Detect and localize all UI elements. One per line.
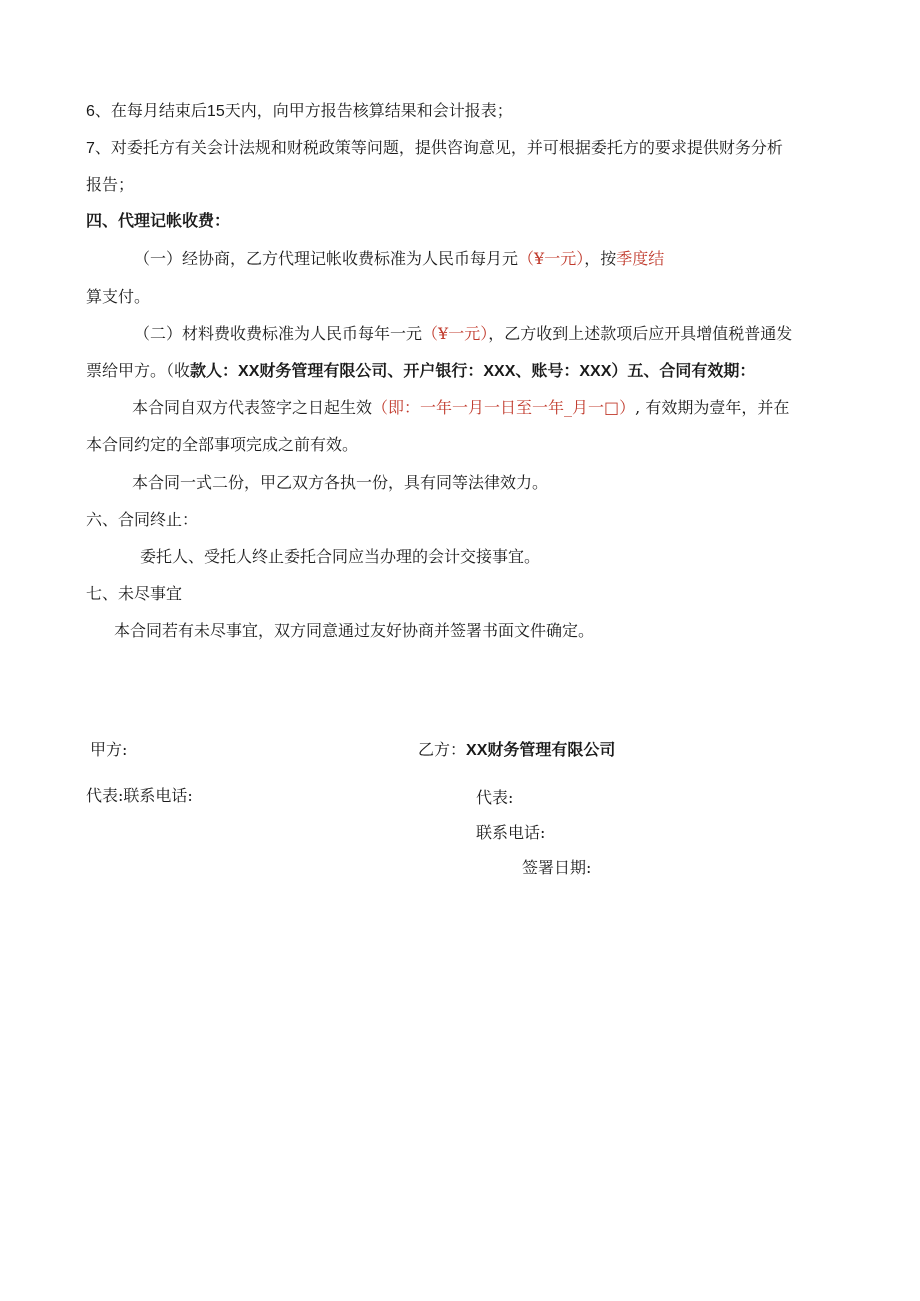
fee-clause-2-text-b: ，乙方收到上述款项后应开具增值税普通发 [488, 324, 793, 343]
item-6-days: 15 [206, 103, 225, 120]
validity-period: （即：一年一月一日至一年_月一□） [372, 398, 636, 417]
section-6-text: 委托人、受托人终止委托合同应当办理的会计交接事宜。 [140, 547, 541, 566]
party-b-company: XX财务管理有限公司 [466, 742, 616, 759]
section-6-heading: 六、合同终止： [86, 510, 199, 529]
validity-text: 本合同自双方代表签字之日起生效 [132, 398, 373, 417]
fee-clause-2-cont-a: 票给甲方。（收 [86, 361, 191, 380]
item-7 [86, 138, 783, 159]
section-7-text: 本合同若有未尽事宜，双方同意通过友好协商并签署书面文件确定。 [114, 621, 595, 640]
validity-continuation: 本合同约定的全部事项完成之前有效。 [86, 435, 359, 454]
item-7-number: 7 [86, 140, 95, 157]
validity-text-b: , 有效期为壹年，并在 [635, 398, 790, 417]
party-b-label: 乙方： [418, 740, 467, 759]
validity-clause [132, 398, 789, 418]
item-6-text: 、在每月结束后 [94, 101, 207, 120]
fee-clause-1-text: （一）经协商，乙方代理记帐收费标准为人民币每月元 [134, 249, 519, 268]
fee-clause-1-text-b: ，按 [584, 249, 617, 268]
fee-clause-1-continuation: 算支付。 [86, 287, 151, 306]
section-7-heading: 七、未尽事宜 [86, 584, 183, 603]
copies-clause: 本合同一式二份，甲乙双方各执一份，具有同等法律效力。 [132, 473, 549, 492]
fee-clause-2 [134, 324, 792, 344]
party-b-line [418, 740, 615, 761]
party-b-sign-date: 签署日期: [522, 858, 592, 877]
section-4-heading: 四、代理记帐收费： [86, 213, 231, 230]
party-a-representative-phone: 代表:联系电话: [86, 786, 193, 805]
item-6-text2: 天内，向甲方报告核算结果和会计报表； [224, 101, 513, 120]
fee-clause-2-amount: （¥一元） [422, 324, 489, 343]
item-6-number: 6 [86, 103, 95, 120]
party-b-phone: 联系电话: [476, 823, 546, 842]
party-b-representative: 代表: [476, 788, 514, 807]
item-7-continuation: 报告； [86, 175, 135, 194]
party-a-label: 甲方: [90, 740, 128, 759]
item-7-text: 、对委托方有关会计法规和财税政策等问题，提供咨询意见，并可根据委托方的要求提供财务分析 [94, 138, 783, 157]
fee-clause-1-period: 季度结 [616, 249, 665, 268]
fee-clause-2-continuation [86, 361, 755, 382]
fee-clause-2-text: （二）材料费收费标准为人民币每年一元 [134, 324, 423, 343]
item-6 [86, 101, 513, 122]
fee-clause-1 [134, 249, 664, 269]
payee-info-and-section-5-heading: 款人：XX财务管理有限公司、开户银行：XXX、账号：XXX）五、合同有效期： [190, 363, 756, 380]
fee-clause-1-amount: （¥一元） [518, 249, 585, 268]
